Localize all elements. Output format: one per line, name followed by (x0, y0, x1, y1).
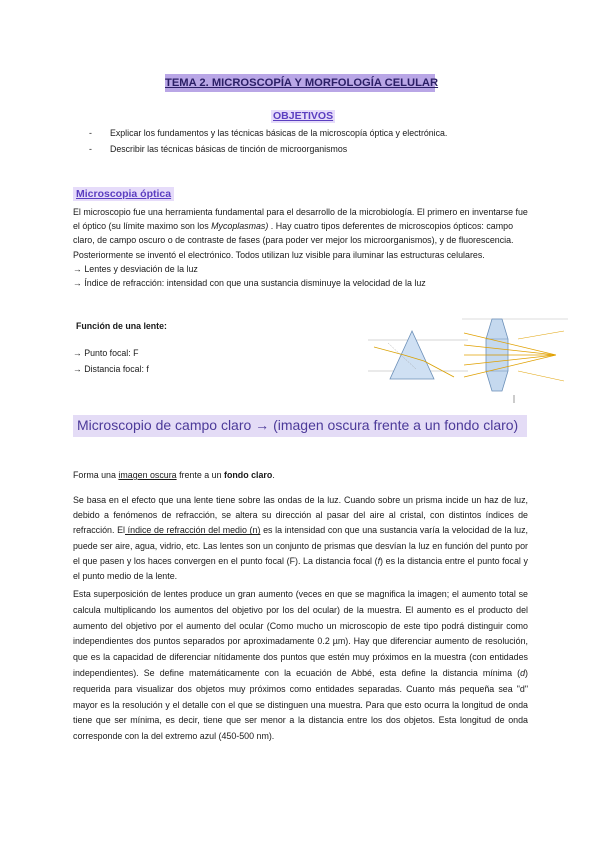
optical-paragraph: El microscopio fue una herramienta fundamental para el desarrollo de la microbiología. El primero en inventarse fue el óptico (su límite maximo son los Mycoplasmas) . Hay cuatro tipos deferentes de microscopios ópticos: campo claro, de campo oscuro o de contraste de fases (para poder ver mejor los microorganismos), y de fluorescencia. Posteriormente se inventó el electrónico. Todos utilizan luz visible para iluminar las estructuras celulares. → Lentes y desviación de la luz → Índice de refracción: intensidad con que una sustancia disminuye la velocidad de la luz (73, 205, 528, 290)
objective-text-2: Describir las técnicas básicas de tinción de microorganismos (110, 144, 348, 154)
section-heading-brightfield: Microscopio de campo claro → (imagen oscura frente a un fondo claro) (73, 415, 527, 437)
focal-distance-label: → Distancia focal: f (73, 364, 149, 374)
arrow-refraction: → Índice de refracción: intensidad con que una sustancia disminuye la velocidad de la luz (73, 278, 426, 289)
page-title: TEMA 2. MICROSCOPÍA Y MORFOLOGÍA CELULAR (165, 74, 435, 92)
prism-diagram (368, 331, 468, 379)
magnification-paragraph: Esta superposición de lentes produce un gran aumento (veces en que se magnifica la imagen; el aumento total se calcula multiplicando los aumentos del objetivo por los del ocular) de la muestra. El aumento es el producto del aumento del objetivo por el aumento del ocular (Como mucho un microscopio de este tipo podrá distinguir como independientes dos puntos separados por aproximadamente 0.2 µm). Hay que diferenciar aumento de resolución, que es la capacidad de diferenciar nítidamente dos puntos que estén muy próximos en la muestra (con entidades independientes). Se define matemáticamente con la ecuación de Abbé, esta define la distancia mínima (d) requerida para visualizar dos objetos muy próximos como entidades separadas. Cuanto más pequeña sea "d" mayor es la resolución y el detalle con el que se distinguen una muestra. Para que esto ocurra la longitud de onda tiene que ser mínima, es decir, tiene que ser menor a la distancia entre los dos objetos. Esta longitud de onda corresponde con la del extremo azul (450-500 nm). (73, 589, 528, 742)
lens-function-heading: Función de una lente: (76, 321, 167, 331)
prism-lens-figure (368, 311, 568, 411)
list-item: - Describir las técnicas básicas de tinción de microorganismos (89, 144, 348, 154)
objectives-heading: OBJETIVOS (273, 110, 334, 122)
focal-point-label: → Punto focal: F (73, 348, 139, 358)
refraction-paragraph: Se basa en el efecto que una lente tiene sobre las ondas de la luz. Cuando sobre un prisma incide un haz de luz, debido a fenómenos de refracción, se altera su dirección al pasar del aire al cristal, con distintos índices de refracción. El índice de refracción del medio (n) es la intensidad con que una sustancia varía la velocidad de la luz, puede ser aire, agua, vidrio, etc. Las lentes son un conjunto de prismas que desvían la luz en función del punto por el que pasen y los haces convergen en el punto focal (F). La distancia focal (f) es la distancia entre el punto focal y el punto medio de la lente. (73, 495, 528, 582)
brightfield-intro: Forma una imagen oscura frente a un fondo claro. (73, 470, 275, 480)
section-heading-optical: Microscopia óptica (73, 187, 174, 201)
arrow-lenses: → Lentes y desviación de la luz (73, 263, 198, 274)
lens-stack-diagram (462, 319, 568, 403)
objective-text-1: Explicar los fundamentos y las técnicas básicas de la microscopía óptica y electrónica. (110, 128, 448, 138)
list-item: - Explicar los fundamentos y las técnicas básicas de la microscopía óptica y electrónica. (89, 128, 448, 138)
